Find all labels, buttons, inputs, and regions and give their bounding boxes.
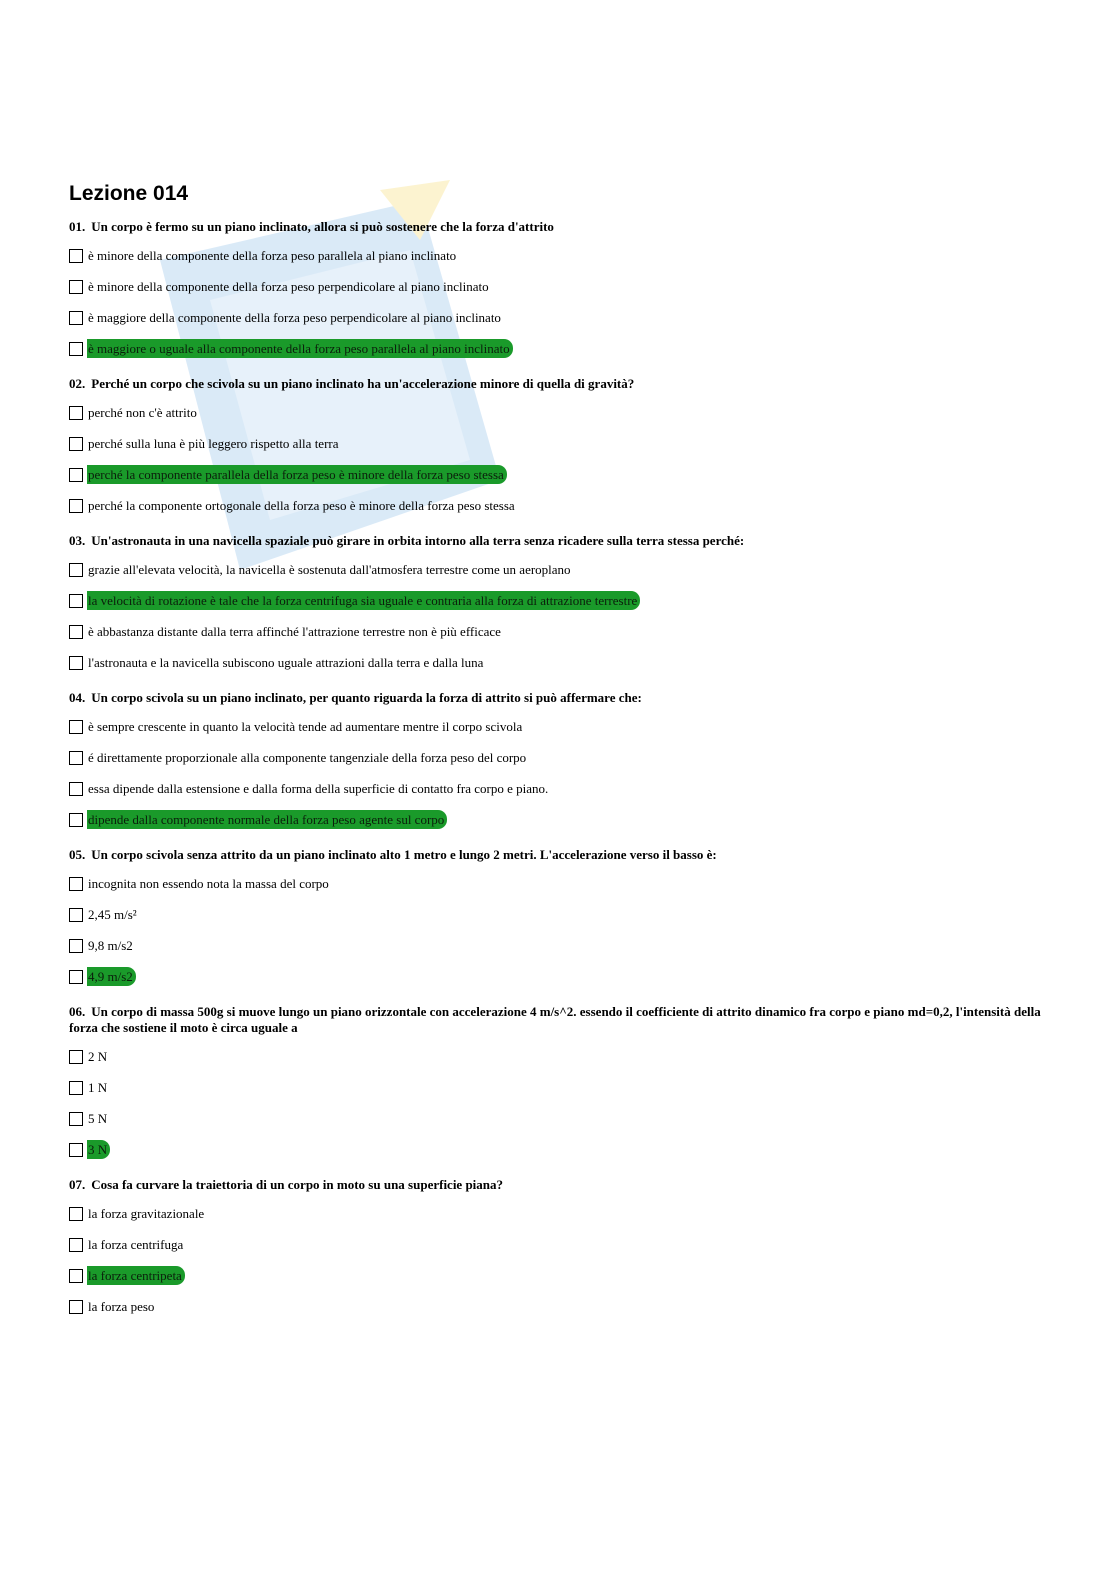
answer-option[interactable] (69, 559, 1059, 580)
answer-option[interactable] (69, 1108, 1059, 1129)
answer-option[interactable] (69, 778, 1059, 799)
answer-label: è minore della componente della forza peso parallela al piano inclinato (88, 248, 457, 263)
answer-option[interactable] (69, 590, 1059, 611)
answer-label: la forza peso (88, 1299, 155, 1314)
answer-option[interactable] (69, 621, 1059, 642)
answer-option[interactable] (69, 809, 1059, 830)
answer-option[interactable] (69, 495, 1059, 516)
question-text (69, 219, 1059, 235)
question-6 (69, 1004, 1059, 1160)
answer-checkbox[interactable] (69, 406, 83, 420)
answer-option[interactable] (69, 1077, 1059, 1098)
answer-option[interactable] (69, 307, 1059, 328)
answer-option[interactable] (69, 433, 1059, 454)
answer-option[interactable] (69, 904, 1059, 925)
question-list (69, 219, 1059, 1317)
question-prompt: Un corpo di massa 500g si muove lungo un piano orizzontale con accelerazione 4 m/s^2. essendo il coefficiente di attrito dinamico fra corpo e piano md=0,2, l'intensità della forza che sostiene il moto è circa uguale a (69, 1004, 1041, 1035)
answer-checkbox[interactable] (69, 908, 83, 922)
answer-option[interactable] (69, 966, 1059, 987)
question-number: 04. (69, 690, 86, 705)
question-text (69, 1177, 1059, 1193)
answer-label: 5 N (88, 1111, 108, 1126)
answer-checkbox[interactable] (69, 563, 83, 577)
answer-checkbox[interactable] (69, 1269, 83, 1283)
question-prompt: Un'astronauta in una navicella spaziale può girare in orbita intorno alla terra senza ricadere sulla terra stessa perché: (91, 533, 745, 548)
question-number: 03. (69, 533, 86, 548)
answer-checkbox[interactable] (69, 342, 83, 356)
answer-label-correct: dipende dalla componente normale della forza peso agente sul corpo (87, 810, 447, 829)
answer-label: è sempre crescente in quanto la velocità tende ad aumentare mentre il corpo scivola (88, 719, 523, 734)
answer-checkbox[interactable] (69, 720, 83, 734)
question-2 (69, 376, 1059, 516)
question-text (69, 1004, 1059, 1036)
answer-label: è abbastanza distante dalla terra affinché l'attrazione terrestre non è più efficace (88, 624, 501, 639)
answer-option[interactable] (69, 402, 1059, 423)
answer-label: incognita non essendo nota la massa del corpo (88, 876, 329, 891)
answer-label: 9,8 m/s2 (88, 938, 133, 953)
question-3 (69, 533, 1059, 673)
answer-option[interactable] (69, 1234, 1059, 1255)
answer-label: grazie all'elevata velocità, la navicella è sostenuta dall'atmosfera terrestre come un aeroplano (88, 562, 571, 577)
answer-checkbox[interactable] (69, 1207, 83, 1221)
answer-checkbox[interactable] (69, 751, 83, 765)
answer-checkbox[interactable] (69, 499, 83, 513)
question-text (69, 376, 1059, 392)
question-number: 05. (69, 847, 86, 862)
answer-label: è minore della componente della forza peso perpendicolare al piano inclinato (88, 279, 489, 294)
answer-label: l'astronauta e la navicella subiscono uguale attrazioni dalla terra e dalla luna (88, 655, 484, 670)
answer-label: 1 N (88, 1080, 108, 1095)
answer-checkbox[interactable] (69, 594, 83, 608)
question-prompt: Un corpo scivola su un piano inclinato, per quanto riguarda la forza di attrito si può affermare che: (91, 690, 642, 705)
answer-option[interactable] (69, 1139, 1059, 1160)
answer-label: perché sulla luna è più leggero rispetto alla terra (88, 436, 339, 451)
answer-label: la forza gravitazionale (88, 1206, 205, 1221)
answer-checkbox[interactable] (69, 939, 83, 953)
question-text (69, 690, 1059, 706)
answer-option[interactable] (69, 338, 1059, 359)
answer-checkbox[interactable] (69, 813, 83, 827)
answer-option[interactable] (69, 1296, 1059, 1317)
answer-label-correct: perché la componente parallela della forza peso è minore della forza peso stessa (87, 465, 507, 484)
answer-option[interactable] (69, 1203, 1059, 1224)
answer-option[interactable] (69, 652, 1059, 673)
answer-checkbox[interactable] (69, 1238, 83, 1252)
answer-checkbox[interactable] (69, 1050, 83, 1064)
question-5 (69, 847, 1059, 987)
answer-label: la forza centrifuga (88, 1237, 184, 1252)
answer-label-correct: la velocità di rotazione è tale che la forza centrifuga sia uguale e contraria alla forza di attrazione terrestre (87, 591, 640, 610)
answer-option[interactable] (69, 716, 1059, 737)
answer-option[interactable] (69, 935, 1059, 956)
question-number: 07. (69, 1177, 86, 1192)
answer-label: perché la componente ortogonale della forza peso è minore della forza peso stessa (88, 498, 515, 513)
answer-label: 2,45 m/s² (88, 907, 137, 922)
answer-option[interactable] (69, 464, 1059, 485)
answer-checkbox[interactable] (69, 468, 83, 482)
answer-option[interactable] (69, 245, 1059, 266)
answer-checkbox[interactable] (69, 1143, 83, 1157)
answer-checkbox[interactable] (69, 782, 83, 796)
answer-checkbox[interactable] (69, 249, 83, 263)
answer-option[interactable] (69, 1046, 1059, 1067)
answer-label: perché non c'è attrito (88, 405, 197, 420)
document-page (69, 181, 1059, 1334)
answer-checkbox[interactable] (69, 1300, 83, 1314)
answer-option[interactable] (69, 747, 1059, 768)
answer-label-correct: 3 N (87, 1140, 110, 1159)
answer-checkbox[interactable] (69, 656, 83, 670)
question-text (69, 533, 1059, 549)
answer-label: 2 N (88, 1049, 108, 1064)
answer-checkbox[interactable] (69, 1081, 83, 1095)
question-text (69, 847, 1059, 863)
question-prompt: Perché un corpo che scivola su un piano inclinato ha un'accelerazione minore di quella di gravità? (91, 376, 635, 391)
question-prompt: Cosa fa curvare la traiettoria di un corpo in moto su una superficie piana? (91, 1177, 504, 1192)
answer-checkbox[interactable] (69, 877, 83, 891)
answer-checkbox[interactable] (69, 280, 83, 294)
answer-label-correct: la forza centripeta (87, 1266, 185, 1285)
page-title: Lezione 014 (69, 182, 189, 205)
answer-label-correct: è maggiore o uguale alla componente della forza peso parallela al piano inclinato (87, 339, 513, 358)
question-prompt: Un corpo è fermo su un piano inclinato, allora si può sostenere che la forza d'attrito (91, 219, 554, 234)
question-1 (69, 219, 1059, 359)
answer-label: essa dipende dalla estensione e dalla forma della superficie di contatto fra corpo e piano. (88, 781, 549, 796)
question-prompt: Un corpo scivola senza attrito da un piano inclinato alto 1 metro e lungo 2 metri. L'accelerazione verso il basso è: (91, 847, 717, 862)
answer-checkbox[interactable] (69, 1112, 83, 1126)
question-7 (69, 1177, 1059, 1317)
question-4 (69, 690, 1059, 830)
answer-checkbox[interactable] (69, 625, 83, 639)
answer-label: é direttamente proporzionale alla componente tangenziale della forza peso del corpo (88, 750, 527, 765)
answer-option[interactable] (69, 276, 1059, 297)
answer-checkbox[interactable] (69, 970, 83, 984)
answer-checkbox[interactable] (69, 311, 83, 325)
answer-label-correct: 4,9 m/s2 (87, 967, 136, 986)
answer-option[interactable] (69, 873, 1059, 894)
question-number: 01. (69, 219, 86, 234)
answer-checkbox[interactable] (69, 437, 83, 451)
question-number: 02. (69, 376, 86, 391)
question-number: 06. (69, 1004, 86, 1019)
answer-label: è maggiore della componente della forza peso perpendicolare al piano inclinato (88, 310, 501, 325)
answer-option[interactable] (69, 1265, 1059, 1286)
